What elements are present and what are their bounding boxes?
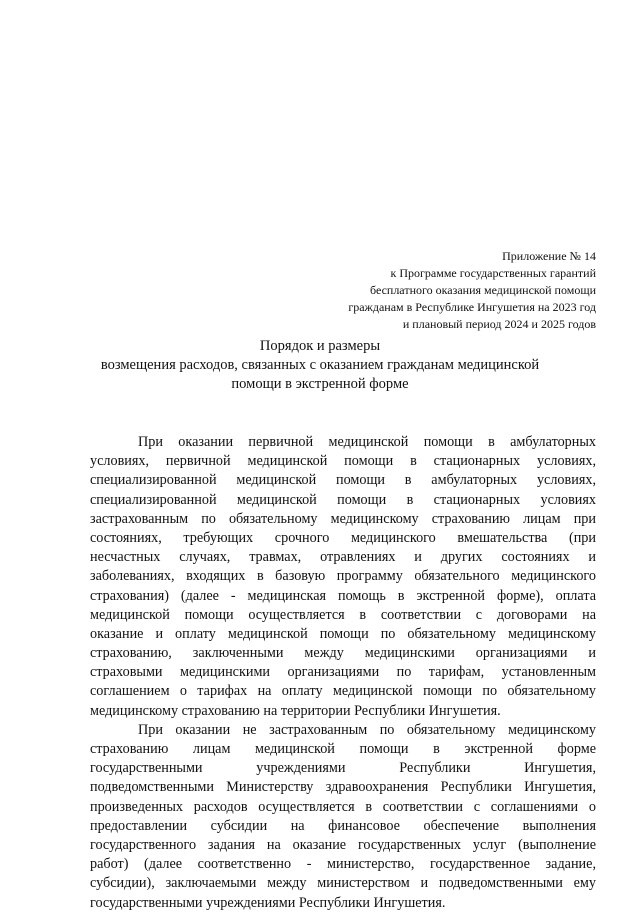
appendix-line: Приложение № 14 — [502, 249, 596, 263]
paragraph-line: соглашением о тарифах на оплату медицинской помощи по обязательному — [90, 683, 596, 700]
appendix-line: к Программе государственных гарантий — [390, 266, 596, 280]
document-title — [0, 337, 640, 394]
paragraph-line: страховыми медицинскими организациями по тарифам, установленным — [90, 664, 596, 681]
appendix-line: и плановый период 2024 и 2025 годов — [402, 317, 596, 331]
paragraph-line: состояниях, требующих срочного медицинского вмешательства (при — [90, 529, 596, 546]
paragraph-line: При оказании первичной медицинской помощи в амбулаторных — [138, 434, 596, 450]
paragraph-2 — [90, 721, 596, 913]
paragraph-line: оказание и оплату медицинской помощи по обязательному медицинскому — [90, 625, 596, 642]
paragraph-line: страхованию лицам медицинской помощи в экстренной форме — [90, 741, 596, 757]
title-line: помощи в экстренной форме — [231, 376, 409, 392]
paragraph-line: заболеваниях, входящих в базовую программу обязательного медицинского — [90, 568, 596, 585]
paragraph-line: застрахованным по обязательному медицинскому страхованию лицам при — [90, 510, 596, 527]
paragraph-line: государственными учреждениями Республики Ингушетия, — [90, 760, 596, 777]
paragraph-1 — [90, 433, 596, 721]
title-line: возмещения расходов, связанных с оказанием гражданам медицинской — [100, 357, 540, 373]
paragraph-line: произведенных расходов осуществляется в соответствии с соглашениями о — [90, 798, 596, 815]
paragraph-line: субсидии), заключаемыми между министерством и подведомственными ему — [90, 875, 596, 892]
paragraph-line: страхования) (далее - медицинская помощь в экстренной форме), оплата — [90, 587, 596, 604]
paragraph-line: работ) (далее соответственно - министерство, государственное задание, — [90, 856, 596, 873]
appendix-header — [348, 248, 596, 333]
paragraph-line: специализированной медицинской помощи в стационарных условиях — [90, 491, 596, 508]
paragraph-line: При оказании не застрахованным по обязательному медицинскому — [138, 721, 596, 738]
paragraph-line: условиях, первичной медицинской помощи в стационарных условиях, — [90, 453, 596, 470]
paragraph-line: специализированной медицинской помощи в амбулаторных условиях, — [90, 472, 596, 489]
paragraph-line: страхованию, заключенными между медицинскими организациями и — [90, 645, 596, 662]
paragraph-line: предоставлении субсидии на финансовое обеспечение выполнения — [90, 817, 596, 834]
paragraph-line: государственного задания на оказание государственных услуг (выполнение — [90, 836, 596, 853]
paragraph-line: несчастных случаях, травмах, отравлениях и других состояниях и — [90, 549, 596, 566]
document-body — [90, 433, 596, 913]
paragraph-line: подведомственными Министерству здравоохранения Республики Ингушетия, — [90, 779, 596, 796]
paragraph-line: медицинскому страхованию на территории Республики Ингушетия. — [90, 702, 501, 719]
title-line: Порядок и размеры — [259, 338, 381, 354]
appendix-line: гражданам в Республике Ингушетия на 2023 год — [348, 300, 596, 314]
paragraph-line: медицинской помощи осуществляется в соответствии с договорами на — [90, 606, 596, 623]
paragraph-line: государственными учреждениями Республики Ингушетия. — [90, 894, 446, 911]
appendix-line: бесплатного оказания медицинской помощи — [370, 283, 596, 297]
